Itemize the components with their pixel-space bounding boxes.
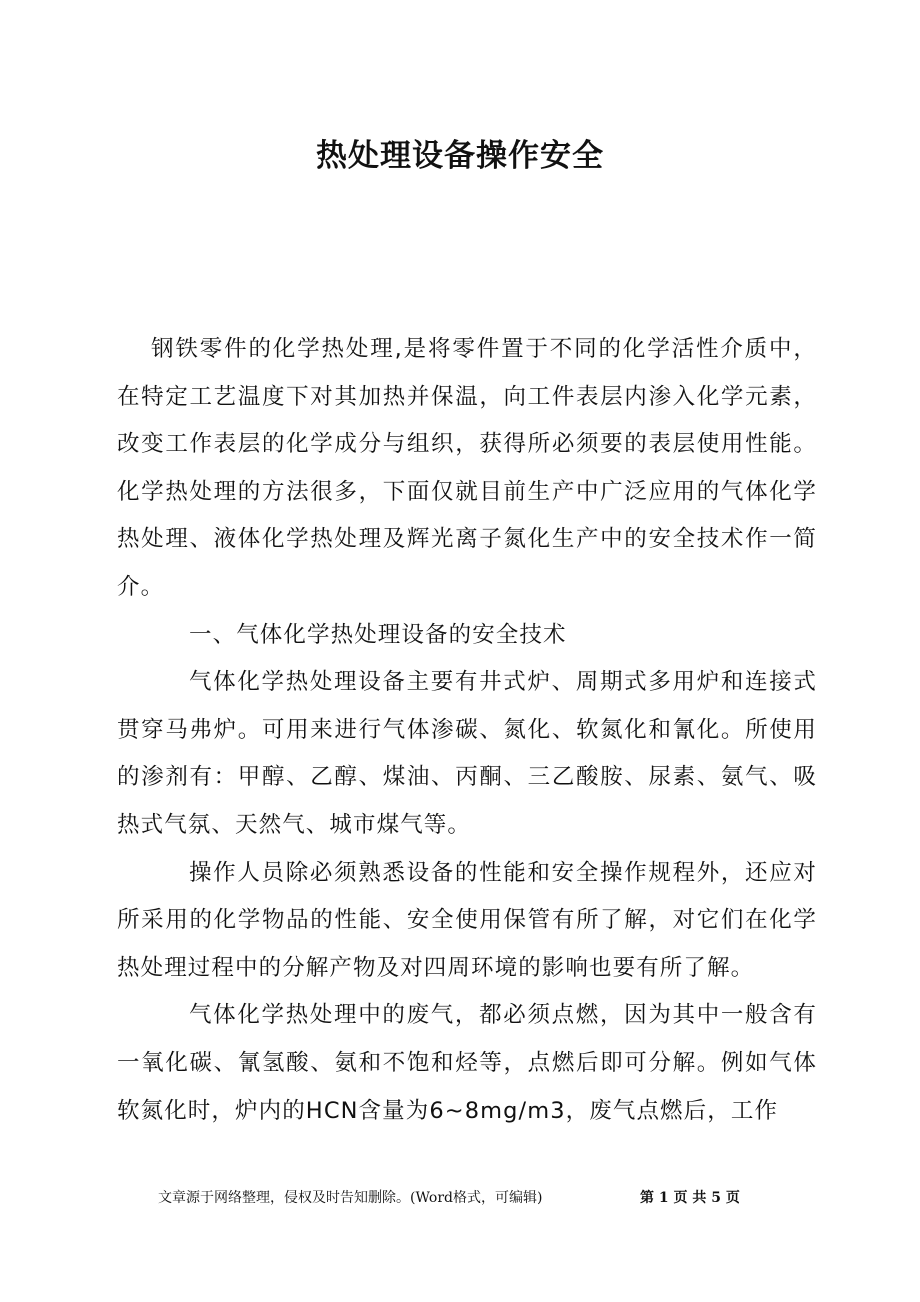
paragraph-equipment: 气体化学热处理设备主要有井式炉、周期式多用炉和连接式贯穿马弗炉。可用来进行气体渗碳、氮化、软氮化和氰化。所使用的渗剂有：甲醇、乙醇、煤油、丙酮、三乙酸胺、尿素、氨气、吸热式气氛、天然气、城市煤气等。: [117, 669, 817, 838]
document-title: 热处理设备操作安全: [316, 138, 604, 174]
page-number: 第 1 页 共 5 页: [640, 1190, 740, 1206]
footer-note: 文章源于网络整理，侵权及时告知删除。(Word格式，可编辑): [158, 1190, 543, 1206]
paragraph-exhaust: 气体化学热处理中的废气，都必须点燃，因为其中一般含有一氧化碳、氰氢酸、氨和不饱和烃等，点燃后即可分解。例如气体软氮化时，炉内的HCN含量为6~8mg/m3，废气点燃后，工作: [117, 1002, 817, 1124]
section-heading: 一、气体化学热处理设备的安全技术: [189, 621, 567, 648]
paragraph-operators: 操作人员除必须熟悉设备的性能和安全操作规程外，还应对所采用的化学物品的性能、安全使用保管有所了解，对它们在化学热处理过程中的分解产物及对四周环境的影响也要有所了解。: [117, 859, 817, 981]
document-body: [117, 326, 817, 1135]
paragraph-intro: 钢铁零件的化学热处理,是将零件置于不同的化学活性介质中，在特定工艺温度下对其加热并保温，向工件表层内渗入化学元素，改变工作表层的化学成分与组织，获得所必须要的表层使用性能。化学热处理的方法很多，下面仅就目前生产中广泛应用的气体化学热处理、液体化学热处理及辉光离子氮化生产中的安全技术作一简介。: [117, 336, 817, 600]
page-footer: [0, 1185, 920, 1211]
